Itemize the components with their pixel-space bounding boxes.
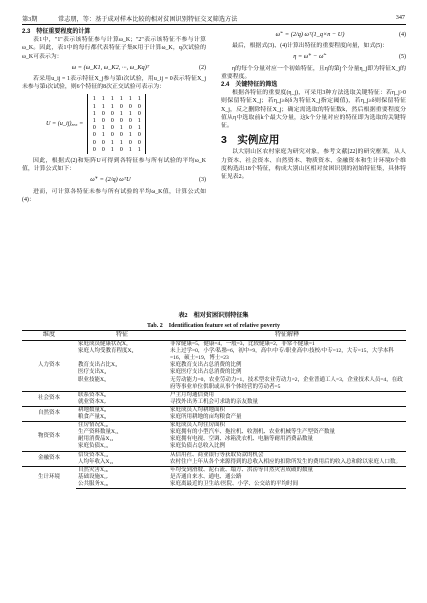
matrix-cell: 1 [92, 109, 96, 117]
equation-number: (5) [399, 54, 406, 61]
matrix-row [92, 139, 141, 146]
matrix-cell: 0 [92, 124, 96, 132]
dimension-cell: 金融资本 [22, 451, 76, 466]
matrix-cell: 1 [110, 95, 114, 103]
matrix-cell: 1 [137, 117, 141, 125]
table-row [22, 474, 406, 481]
table-row [22, 406, 406, 414]
equation-2 [22, 64, 206, 72]
matrix-cell: 1 [128, 95, 132, 103]
explanation-cell: 是否通自来水、通电、通公路 [170, 473, 242, 480]
matrix-cell: 0 [119, 102, 123, 110]
running-title: 常志朋，等：基于成对样本比较的相对贫困识别特征交叉筛选方法 [58, 16, 238, 23]
equation-body: η = ω̃⁺ − ω̃⁻ [293, 53, 327, 61]
matrix-cell: 1 [137, 145, 141, 153]
equation-number: (2) [199, 64, 206, 71]
matrix-cell: 1 [110, 102, 114, 110]
matrix-cell: 0 [101, 145, 105, 153]
feature-cell: 家庭负债X₁₃ [78, 443, 108, 450]
equation-5 [221, 53, 406, 61]
explanation-cell: 户主月均通信费用 [168, 391, 406, 399]
matrix-cell: 0 [119, 117, 123, 125]
table-caption-en: Tab. 2 Identification feature set of relative poverty [146, 323, 281, 329]
matrix-row [92, 117, 141, 124]
matrix-cell: 0 [101, 117, 105, 125]
matrix-cell: 1 [119, 109, 123, 117]
matrix-cell: 0 [137, 109, 141, 117]
explanation-cell: 家庭成员人均住房面积 [168, 422, 406, 430]
feature-cell: 家庭人均受教育程度X₂ [78, 348, 134, 355]
matrix-cell: 1 [101, 131, 105, 139]
feature-cell: 人均年收入X₁₅ [78, 458, 114, 465]
paragraph: 进而，可计算各特征未参与所有试验的平均ω_K值，计算公式如(4)： [22, 188, 206, 203]
table-row [22, 466, 406, 474]
matrix-cell: 1 [119, 95, 123, 103]
matrix-row [92, 110, 141, 117]
matrix-cell: 0 [128, 124, 132, 132]
table-row [22, 451, 406, 459]
table-row [22, 369, 406, 376]
paragraph: 以大别山区农村家庭为研究对象，参考文献[22]的研究框架，从人力资本、社会资本、自然资本、物质资本、金融资本和生计环境6个维度构选出18个特征，构成大别山区相对贫困识别的初始特征集，具体特征见表2。 [221, 149, 406, 181]
section-heading-2-3: 2.3 特征重要程度的计算 [22, 29, 91, 35]
matrix-cell: 1 [119, 138, 123, 146]
matrix-cell: 0 [110, 124, 114, 132]
table-row [22, 399, 406, 407]
equation-body: ω̃⁺ = (2/q) ωᵀU [90, 176, 131, 184]
feature-cell: 住房情况X₁₀ [76, 422, 168, 430]
matrix-cell: 0 [92, 145, 96, 153]
section-heading-3: 3 实例应用 [221, 134, 280, 147]
explanation-cell: 从信用社、商业银行等获取贷款的机会 [168, 451, 406, 459]
paragraph: 根据各特征的重要度(η_j)，可采用3种方法选取关键特征：若η_j>0则保留特征X_j；若η_j≥δ(δ为特征X_j指定阈值)，若η_j≥δ则保留特征X_j，反之删除特征X_j；确定需选取的特征数k，然后根据重要程度分值从η中选取前k个最大分量，这k个分量对应的特征即为选取的关键特征。 [221, 90, 406, 130]
matrix-row [92, 131, 141, 138]
feature-cell: 联系资本X₆ [76, 391, 168, 399]
feature-cell: 基础设施X₁₇ [78, 473, 108, 480]
table-row [22, 348, 406, 362]
explanation-cell: 无劳动能力=0，农业劳动力=1，技术型农业劳动力=2，企业普通工人=3，企业技术人员=4，在政府等事业单位供职或从事个体经营的劳动者=5 [170, 376, 403, 390]
matrix-cell: 1 [137, 124, 141, 132]
matrix-cell: 0 [110, 109, 114, 117]
matrix-label: U = (u_ij)₈ₓ₆ = [46, 120, 84, 128]
left-column [22, 28, 206, 204]
matrix-cell: 1 [110, 145, 114, 153]
matrix-cell: 0 [92, 138, 96, 146]
feature-cell: 家庭成员健康状况X₁ [78, 341, 128, 348]
matrix-cell: 1 [119, 124, 123, 132]
matrix-row [92, 103, 141, 110]
matrix-cell: 0 [128, 117, 132, 125]
matrix-cell: 0 [128, 138, 132, 146]
matrix-U [22, 94, 206, 154]
dimension-cell: 物资资本 [22, 422, 76, 451]
matrix-cell: 1 [92, 117, 96, 125]
explanation-cell: 未上过学=0，小学/私塾=6，初中=9，高中/中专/职业高中/技校/中专=12，大专=15，大学本科=16，硕士=19，博士=23 [170, 348, 394, 362]
table-row [22, 459, 406, 467]
feature-cell: 职业技能X₅ [78, 376, 106, 383]
feature-cell: 医疗支出X₄ [78, 369, 106, 376]
matrix-row [92, 146, 141, 153]
matrix-cell: 1 [128, 131, 132, 139]
equation-body: ω = (ω_K1, ω_K2, ···, ω_Kq)ᵀ [71, 63, 150, 71]
matrix-cell: 1 [92, 95, 96, 103]
page-number: 347 [395, 14, 405, 21]
feature-cell: 公共服务X₁₈ [76, 481, 168, 489]
table-row [22, 414, 406, 422]
feature-cell: 生产资料数量X₁₁ [78, 429, 119, 436]
table-row [22, 443, 406, 451]
dimension-cell: 生计环境 [22, 466, 76, 488]
table-row [22, 391, 406, 399]
matrix-cell: 0 [137, 138, 141, 146]
matrix-cell: 1 [128, 145, 132, 153]
explanation-cell: 家庭负债占总收入比例 [170, 443, 226, 450]
feature-cell: 耐用消费品X₁₂ [78, 436, 114, 443]
feature-table [22, 330, 406, 489]
feature-cell: 粮食产量X₉ [78, 414, 106, 421]
dimension-cell: 自然资本 [22, 406, 76, 421]
matrix-cell: 1 [92, 102, 96, 110]
matrix-cell: 0 [137, 131, 141, 139]
equation-3 [22, 176, 206, 184]
paragraph: 因此，根据式(2)和矩阵U可得到各特征参与所有试验的平均ω_K值，计算公式如下： [22, 158, 206, 173]
column-header: 特征 [76, 331, 168, 341]
matrix-body [87, 94, 146, 154]
feature-cell: 耕地数量X₈ [76, 406, 168, 414]
feature-cell: 自然灾害X₁₆ [76, 466, 168, 474]
dimension-cell: 社会资本 [22, 391, 76, 406]
paragraph: 若采用u_ij = 1表示特征X_j参与第i次试验，用u_ij = 0表示特征X_j未参与第i次试验，则6个特征的8次正交试验可表示为： [22, 76, 206, 91]
matrix-cell: 0 [110, 131, 114, 139]
feature-cell: 就业资本X₇ [78, 398, 106, 405]
section-heading-2-4: 2.4 关键特征的筛选 [221, 82, 278, 89]
matrix-cell: 1 [101, 124, 105, 132]
header-rule [22, 24, 406, 25]
dimension-cell: 人力资本 [37, 362, 60, 369]
explanation-cell: 家庭教育支出占总消费的比例 [170, 362, 242, 369]
paragraph: η的每个分量对应一个初始特征，且η的第j个分量η_j即为特征X_j的重要程度。 [221, 65, 406, 80]
matrix-cell: 1 [128, 109, 132, 117]
matrix-cell: 0 [92, 131, 96, 139]
matrix-row [92, 95, 141, 102]
matrix-cell: 0 [119, 131, 123, 139]
equation-number: (4) [399, 32, 406, 38]
explanation-cell: 年均受到滑坡、泥石流、塌方、洪涝等自然灾害成破的数量 [168, 466, 406, 474]
matrix-cell: 0 [101, 138, 105, 146]
table-row [22, 481, 406, 489]
journal-issue: 第3期 [22, 16, 38, 23]
matrix-cell: 0 [119, 145, 123, 153]
explanation-cell: 家庭医疗支出占总消费的比例 [170, 369, 242, 376]
table-header-row [22, 331, 406, 341]
column-header: 特征解释 [168, 331, 406, 341]
feature-cell: 信贷资本X₁₄ [76, 451, 168, 459]
equation-4 [221, 31, 406, 39]
explanation-cell: 家庭成员人均耕地面积 [168, 406, 406, 414]
equation-body: ω̃⁻ = (2/q) ωᵀ(1_q×n − U) [275, 31, 345, 38]
table-caption-cn: 表2 相对贫困识别特征集 [178, 313, 249, 319]
matrix-cell: 0 [137, 102, 141, 110]
matrix-cell: 0 [101, 109, 105, 117]
explanation-cell: 家庭拥有电视、空调、冰箱洗衣机、电脑等耐用消费品数量 [170, 436, 314, 443]
paragraph: 最后，根据式(3)、(4)计算出特征的重要程度向量，如式(5)： [232, 43, 389, 50]
matrix-cell: 1 [101, 95, 105, 103]
explanation-cell: 寻找外出务工机会可求助的亲友数量 [170, 398, 259, 405]
column-header: 维度 [22, 331, 76, 341]
matrix-cell: 0 [128, 102, 132, 110]
matrix-cell: 0 [110, 117, 114, 125]
paragraph: 表1中，"1"表示该特征参与计算ω_K；"2"表示该特征不参与计算ω_K。因此，表1中的每行都代表特征子集K用于计算ω_K，q次试验的ω_K可表示为： [22, 37, 206, 60]
feature-cell: 教育支出占比X₃ [78, 362, 117, 369]
explanation-cell: 家庭所用耕地的亩均粮食产量 [170, 414, 242, 421]
explanation-cell: 家庭离最近的卫生站/医院、小学、公交站的平均时间 [168, 481, 406, 489]
explanation-cell: 农村住户上年从各个来源得到的总收入相应的扣除所发生的费用后的收入总和除以家庭人口数。 [170, 458, 402, 465]
explanation-cell: 家庭拥有的小型汽车、拖拉机、收割机、农业机械等生产型资产数量 [170, 429, 336, 436]
matrix-cell: 1 [137, 95, 141, 103]
matrix-cell: 1 [101, 102, 105, 110]
right-column [221, 28, 406, 181]
matrix-cell: 1 [110, 138, 114, 146]
table-row [22, 377, 406, 392]
explanation-cell: 非常健康=5，健康=4，一般=3，比较健康=2，非常不健康=1 [170, 341, 315, 348]
equation-number: (3) [199, 177, 206, 184]
matrix-row [92, 124, 141, 131]
